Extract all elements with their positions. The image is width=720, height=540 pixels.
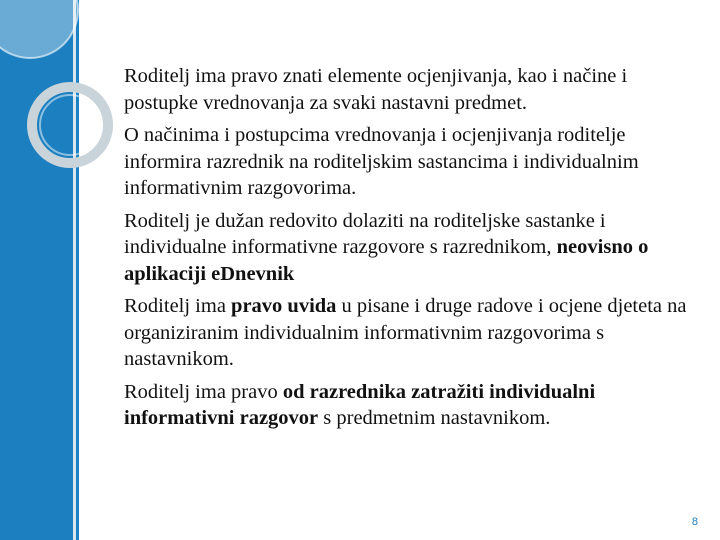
top-circle-decoration — [0, 0, 78, 58]
text-run: Roditelj ima — [124, 295, 232, 317]
text-run: O načinima i postupcima vrednovanja i ocjenjivanja roditelje informira razrednik na roditeljskim sastancima i individualnim informativnim razgovorima. — [124, 124, 639, 199]
ring-decoration — [32, 87, 108, 163]
paragraph-2 — [124, 122, 694, 202]
decorative-rings — [0, 0, 130, 190]
paragraph-5 — [124, 379, 694, 432]
ring-inner-decoration — [40, 95, 100, 155]
slide-number: 8 — [691, 516, 698, 528]
text-run: Roditelj ima pravo — [124, 380, 283, 403]
paragraph-3 — [124, 208, 694, 288]
paragraph-1 — [124, 63, 694, 116]
paragraph-4 — [124, 293, 694, 373]
text-run: Roditelj ima pravo znati elemente ocjenjivanja, kao i načine i postupke vrednovanja za svaki nastavni predmet. — [124, 65, 628, 114]
bold-text: od razrednika zatražiti individualni informativni razgovor — [124, 380, 596, 429]
text-run: Roditelj je dužan redovito dolaziti na roditeljske sastanke i individualne informativne razgovore s razrednikom, — [124, 209, 606, 258]
slide-body — [124, 63, 694, 438]
text-run: s predmetnim nastavnikom. — [318, 407, 551, 429]
bold-text: pravo uvida — [231, 295, 337, 317]
bold-text: neovisno o aplikaciji eDnevnik — [124, 236, 649, 285]
text-run: u pisane i druge radove i ocjene djeteta na organiziranim individualnim informativnim razgovorima s nastavnikom. — [124, 295, 687, 370]
